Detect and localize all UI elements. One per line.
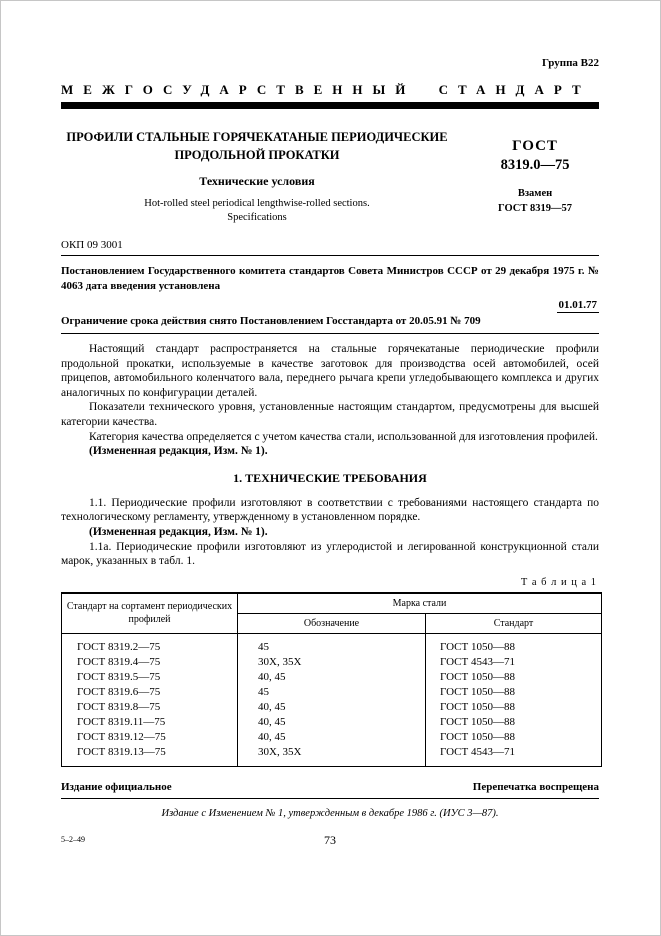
- paragraph-scope: Настоящий стандарт распространяется на стальные горячекатаные периодические профили продольной прокатки, используемые в качестве заготовок для производства осей автомобилей, осей прицепов, автомобильного коленчатого вала, переднего рычага крепи угледобывающего комплекса и других аналогичных по конфигурации деталей.: [61, 343, 599, 399]
- table-row: [62, 745, 602, 767]
- cell-designation: 40, 45: [238, 700, 426, 715]
- bottom-row: [61, 831, 599, 847]
- replaces-label: Взамен: [517, 188, 553, 199]
- table-row: [62, 715, 602, 730]
- standard-title-line1: ПРОФИЛИ СТАЛЬНЫЕ ГОРЯЧЕКАТАНЫЕ ПЕРИОДИЧЕСКИЕ: [66, 130, 448, 144]
- title-block-left: [61, 129, 471, 225]
- column-header-standard: Стандарт: [426, 613, 602, 633]
- print-code: 5–2–49: [61, 834, 85, 844]
- cell-designation: 45: [238, 685, 426, 700]
- cell-steel-standard: ГОСТ 1050—88: [426, 685, 602, 700]
- divider-rule-bottom: [61, 333, 599, 334]
- gost-number: 8319.0—75: [500, 157, 570, 173]
- effective-date-row: [61, 295, 599, 313]
- section-1-heading: 1. ТЕХНИЧЕСКИЕ ТРЕБОВАНИЯ: [233, 470, 427, 485]
- column-header-sortament: Стандарт на сортамент периодических профилей: [62, 593, 238, 634]
- standard-title-en-line1: Hot-rolled steel periodical lengthwise-rolled sections.: [144, 198, 370, 209]
- cell-sortament-standard: ГОСТ 8319.12—75: [77, 730, 166, 743]
- paragraph-tech-level: Показатели технического уровня, установленные настоящим стандартом, предусмотрены для высшей категории качества.: [61, 401, 599, 428]
- cell-sortament-standard: ГОСТ 8319.8—75: [77, 700, 161, 713]
- cell-designation: 30Х, 35Х: [238, 655, 426, 670]
- reprint-forbidden-label: Перепечатка воспрещена: [472, 780, 599, 793]
- cell-sortament-standard: ГОСТ 8319.2—75: [77, 640, 161, 653]
- cell-sortament-standard: ГОСТ 8319.4—75: [77, 655, 161, 668]
- table-row: [62, 655, 602, 670]
- effective-date: 01.01.77: [558, 299, 597, 312]
- amendment-note-2: (Измененная редакция, Изм. № 1).: [89, 525, 268, 538]
- page-number: 73: [324, 832, 336, 847]
- cell-designation: 45: [238, 633, 426, 655]
- cell-sortament-standard: ГОСТ 8319.6—75: [77, 685, 161, 698]
- group-label: Группа В22: [541, 57, 599, 69]
- table-row: [62, 670, 602, 685]
- paragraph-1-1: 1.1. Периодические профили изготовляют в соответствии с требованиями настоящего стандарта по технологическому регламенту, утвержденному в установленном порядке.: [61, 496, 599, 524]
- standard-title-line2: ПРОДОЛЬНОЙ ПРОКАТКИ: [174, 147, 340, 162]
- cell-designation: 40, 45: [238, 715, 426, 730]
- table-row: [62, 633, 602, 655]
- table-caption: Т а б л и ц а 1: [520, 576, 597, 588]
- cell-sortament-standard: ГОСТ 8319.5—75: [77, 670, 161, 683]
- standard-title: [61, 129, 453, 164]
- okp-code: ОКП 09 3001: [61, 239, 123, 252]
- divider-rule-top: [61, 255, 599, 256]
- page-content: [1, 1, 660, 847]
- paragraph-1-1a: 1.1а. Периодические профили изготовляют из углеродистой и легированной конструкционной стали марок, указанных в табл. 1.: [61, 540, 599, 568]
- amendment-note: (Измененная редакция, Изм. № 1).: [89, 445, 268, 458]
- cell-steel-standard: ГОСТ 1050—88: [426, 670, 602, 685]
- official-edition-label: Издание официальное: [61, 780, 172, 793]
- paragraph-quality-category: Категория качества определяется с учетом качества стали, использованной для изготовления профилей.: [89, 430, 598, 443]
- title-block: [61, 129, 599, 225]
- gost-label: ГОСТ: [512, 138, 558, 154]
- standard-subtitle: Технические условия: [199, 174, 315, 188]
- standard-title-en: [61, 197, 453, 225]
- replaces-block: [471, 187, 599, 216]
- cell-sortament-standard: ГОСТ 8319.11—75: [77, 715, 166, 728]
- cell-steel-standard: ГОСТ 1050—88: [426, 730, 602, 745]
- masthead-rule: [61, 102, 599, 109]
- decree-paragraph: Постановлением Государственного комитета стандартов Совета Министров СССР от 29 декабря 1975 г. № 4063 дата введения установлена: [61, 265, 599, 293]
- standard-title-en-line2: Specifications: [227, 212, 287, 224]
- cell-designation: 40, 45: [238, 670, 426, 685]
- cell-sortament-standard: ГОСТ 8319.13—75: [77, 745, 166, 758]
- column-group-header-steel-grade: Марка стали: [238, 593, 602, 614]
- table-row: [62, 700, 602, 715]
- table-row: [62, 685, 602, 700]
- cell-steel-standard: ГОСТ 1050—88: [426, 633, 602, 655]
- table-row: [62, 730, 602, 745]
- table-body: [62, 633, 602, 766]
- cell-steel-standard: ГОСТ 4543—71: [426, 745, 602, 767]
- column-header-designation: Обозначение: [238, 613, 426, 633]
- replaces-number: ГОСТ 8319—57: [498, 202, 572, 214]
- standards-table: [61, 592, 602, 767]
- table-header: [62, 593, 602, 634]
- edition-note: Издание с Изменением № 1, утвержденным в декабре 1986 г. (ИУС 3—87).: [161, 807, 499, 819]
- cell-steel-standard: ГОСТ 1050—88: [426, 700, 602, 715]
- cell-steel-standard: ГОСТ 1050—88: [426, 715, 602, 730]
- limitation-note: Ограничение срока действия снято Постановлением Госстандарта от 20.05.91 № 709: [61, 315, 481, 328]
- masthead-title: МЕЖГОСУДАРСТВЕННЫЙ СТАНДАРТ: [61, 82, 591, 97]
- cell-designation: 40, 45: [238, 730, 426, 745]
- cell-steel-standard: ГОСТ 4543—71: [426, 655, 602, 670]
- cell-designation: 30Х, 35Х: [238, 745, 426, 767]
- title-block-right: [471, 129, 599, 225]
- footer-row: [61, 781, 599, 799]
- body-text: [61, 342, 599, 569]
